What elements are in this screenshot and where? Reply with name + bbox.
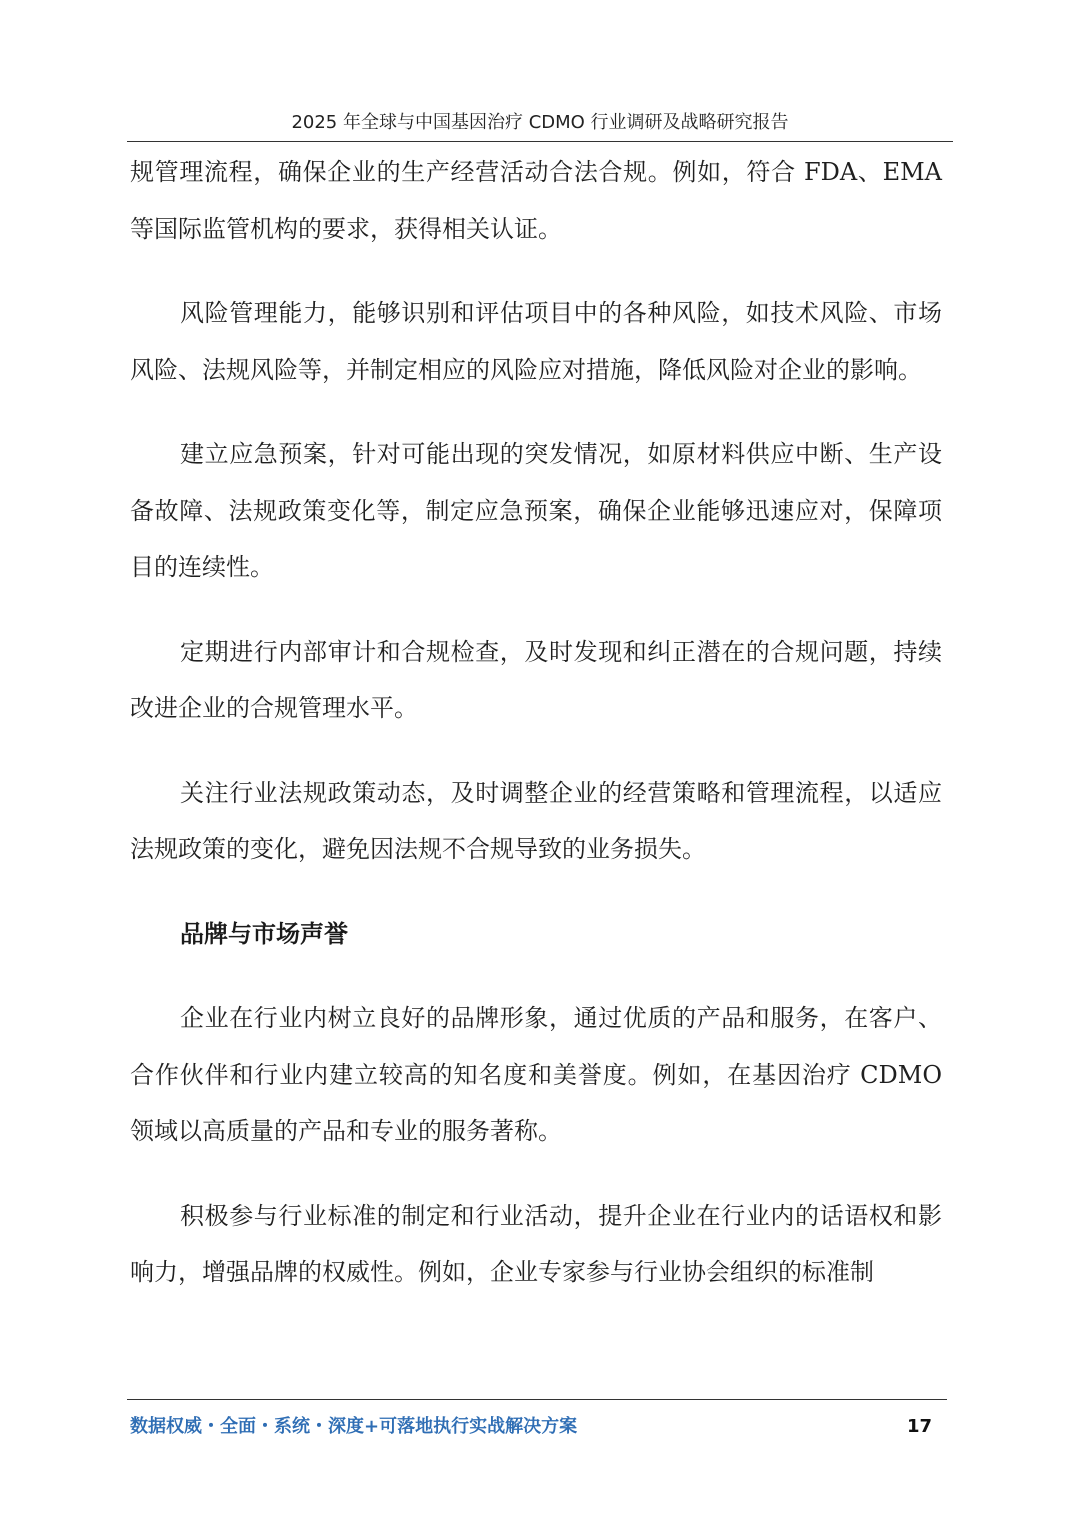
paragraph-internal-audit: 定期进行内部审计和合规检查，及时发现和纠正潜在的合规问题，持续改进企业的合规管理水平。 xyxy=(130,637,942,722)
paragraph-policy-tracking: 关注行业法规政策动态，及时调整企业的经营策略和管理流程，以适应法规政策的变化，避免因法规不合规导致的业务损失。 xyxy=(130,778,942,863)
paragraph-brand-image: 企业在行业内树立良好的品牌形象，通过优质的产品和服务，在客户、合作伙伴和行业内建立较高的知名度和美誉度。例如，在基因治疗 CDMO 领域以高质量的产品和专业的服务著称。 xyxy=(130,1004,942,1145)
paragraph-compliance-continued: 规管理流程，确保企业的生产经营活动合法合规。例如，符合 FDA、EMA 等国际监管机构的要求，获得相关认证。 xyxy=(130,158,942,243)
paragraph-emergency-plan: 建立应急预案，针对可能出现的突发情况，如原材料供应中断、生产设备故障、法规政策变化等，制定应急预案，确保企业能够迅速应对，保障项目的连续性。 xyxy=(130,440,942,581)
footer-divider xyxy=(127,1399,947,1400)
page-body xyxy=(130,144,942,1301)
section-heading-brand: 品牌与市场声誉 xyxy=(180,919,348,948)
header-divider xyxy=(127,141,953,142)
footer-slogan: 数据权威・全面・系统・深度+可落地执行实战解决方案 xyxy=(130,1416,578,1437)
paragraph-risk-management: 风险管理能力，能够识别和评估项目中的各种风险，如技术风险、市场风险、法规风险等，并制定相应的风险应对措施，降低风险对企业的影响。 xyxy=(130,299,942,384)
running-header: 2025 年全球与中国基因治疗 CDMO 行业调研及战略研究报告 xyxy=(291,112,789,133)
paragraph-industry-standards: 积极参与行业标准的制定和行业活动，提升企业在行业内的话语权和影响力，增强品牌的权威性。例如，企业专家参与行业协会组织的标准制 xyxy=(130,1201,942,1286)
page-number: 17 xyxy=(906,1416,932,1437)
